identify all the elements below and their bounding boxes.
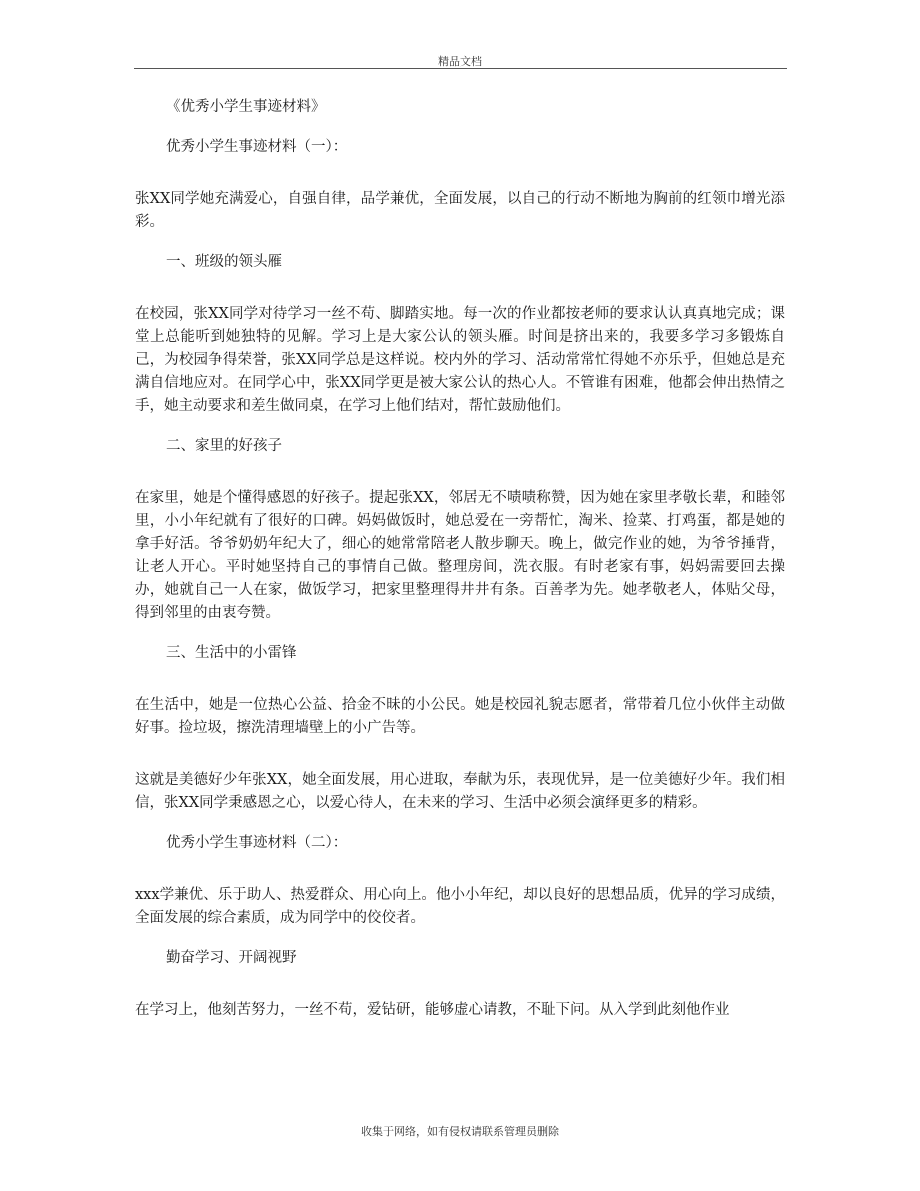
section3-paragraph: 在生活中，她是一位热心公益、拾金不昧的小公民。她是校园礼貌志愿者，常带着几位小伙伴主动做好事。捡垃圾，擦洗清理墙壁上的小广告等。 [135,697,785,736]
conclusion-paragraph: 这就是美德好少年张XX，她全面发展，用心进取，奉献为乐，表现优异，是一位美德好少年。我们相信，张XX同学秉感恩之心，以爱心待人，在未来的学习、生活中必须会演绎更多的精彩。 [135,772,785,811]
section1-heading: 一、班级的领头雁 [166,254,282,270]
part1-heading: 优秀小学生事迹材料（一）： [166,139,348,155]
section3-heading: 三、生活中的小雷锋 [166,645,297,661]
document-title: 《优秀小学生事迹材料》 [166,99,326,115]
part2-section1-paragraph: 在学习上，他刻苦努力，一丝不苟，爱钻研，能够虚心请教，不耻下问。从入学到此刻他作业 [135,1002,730,1018]
part2-section1-heading: 勤奋学习、开阔视野 [166,950,297,966]
header-divider [134,68,787,69]
part2-intro-paragraph: xxx学兼优、乐于助人、热爱群众、用心向上。他小小年纪，却以良好的思想品质，优异的学习成绩，全面发展的综合素质，成为同学中的佼佼者。 [135,887,785,926]
part2-heading: 优秀小学生事迹材料（二）： [166,835,348,851]
section1-paragraph: 在校园，张XX同学对待学习一丝不苟、脚踏实地。每一次的作业都按老师的要求认认真真地完成；课堂上总能听到她独特的见解。学习上是大家公认的领头雁。时间是挤出来的，我要多学习多锻炼自己，为校园争得荣誉，张XX同学总是这样说。校内外的学习、活动常常忙得她不亦乐乎，但她总是充满自信地应对。在同学心中，张XX同学更是被大家公认的热心人。不管谁有困难，他都会伸出热情之手，她主动要求和差生做同桌，在学习上他们结对，帮忙鼓励他们。 [135,306,785,414]
header-label: 精品文档 [438,55,482,68]
section2-paragraph: 在家里，她是个懂得感恩的好孩子。提起张XX，邻居无不啧啧称赞，因为她在家里孝敬长辈，和睦邻里，小小年纪就有了很好的口碑。妈妈做饭时，她总爱在一旁帮忙，淘米、捡菜、打鸡蛋，都是她的拿手好活。爷爷奶奶年纪大了，细心的她常常陪老人散步聊天。晚上，做完作业的她，为爷爷捶背，让老人开心。平时她坚持自己的事情自己做。整理房间，洗衣服。有时老家有事，妈妈需要回去操办，她就自己一人在家，做饭学习，把家里整理得井井有条。百善孝为先。她孝敬老人，体贴父母，得到邻里的由衷夸赞。 [135,490,785,621]
intro-paragraph: 张XX同学她充满爱心，自强自律，品学兼优，全面发展，以自己的行动不断地为胸前的红领巾增光添彩。 [135,191,785,230]
footer-label: 收集于网络，如有侵权请联系管理员删除 [361,1125,559,1138]
section2-heading: 二、家里的好孩子 [166,438,282,454]
document-body [135,96,785,1022]
